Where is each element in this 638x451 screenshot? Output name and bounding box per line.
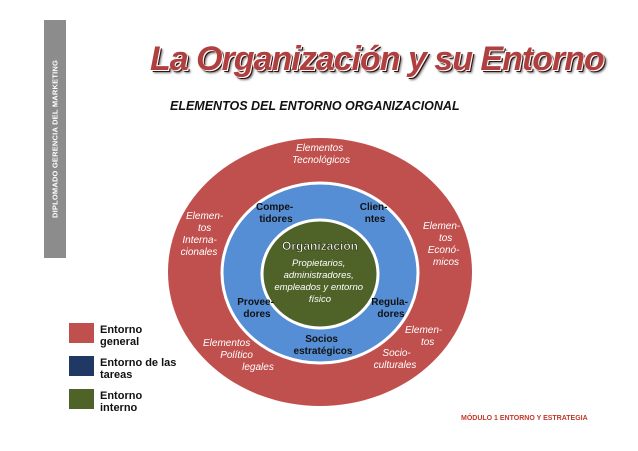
middle-label-proveedores: Provee- dores xyxy=(237,297,274,320)
middle-label-reguladores: Regula- dores xyxy=(371,297,408,320)
legend-swatch-general xyxy=(69,323,94,343)
diagram-subtitle: ELEMENTOS DEL ENTORNO ORGANIZACIONAL xyxy=(170,99,460,113)
outer-label-socioculturales: Elemen- tos Socio- culturales xyxy=(373,325,443,371)
legend-label-tasks: Entorno de las tareas xyxy=(100,357,177,381)
middle-label-clientes: Clien- ntes xyxy=(359,202,388,225)
organization-title: Organización xyxy=(281,239,359,253)
middle-label-competidores: Compe- tidores xyxy=(255,202,294,225)
legend-swatch-tasks xyxy=(69,356,94,376)
legend-label-internal: Entorno interno xyxy=(100,390,143,414)
organization-description: Propietarios, administradores, empleados y entorno físico xyxy=(274,258,364,305)
footer-module-label: MÓDULO 1 ENTORNO Y ESTRATEGIA xyxy=(461,415,588,422)
sidebar-text: DIPLOMADO GERENCIA DEL MARKETING xyxy=(50,59,60,219)
outer-label-tecnologicos: Elementos Tecnológicos xyxy=(291,143,351,166)
legend-label-general: Entorno general xyxy=(100,324,143,348)
outer-label-politico-legales: Elementos Político legales xyxy=(202,338,274,373)
outer-label-economicos: Elemen- tos Econó- micos xyxy=(422,221,461,268)
legend-swatch-internal xyxy=(69,389,94,409)
outer-label-internacionales: Elemen- tos Interna- cionales xyxy=(180,211,224,258)
page-title: La Organización y su Entorno xyxy=(150,40,604,78)
middle-label-socios-estrategicos: Socios estratégicos xyxy=(293,334,353,357)
